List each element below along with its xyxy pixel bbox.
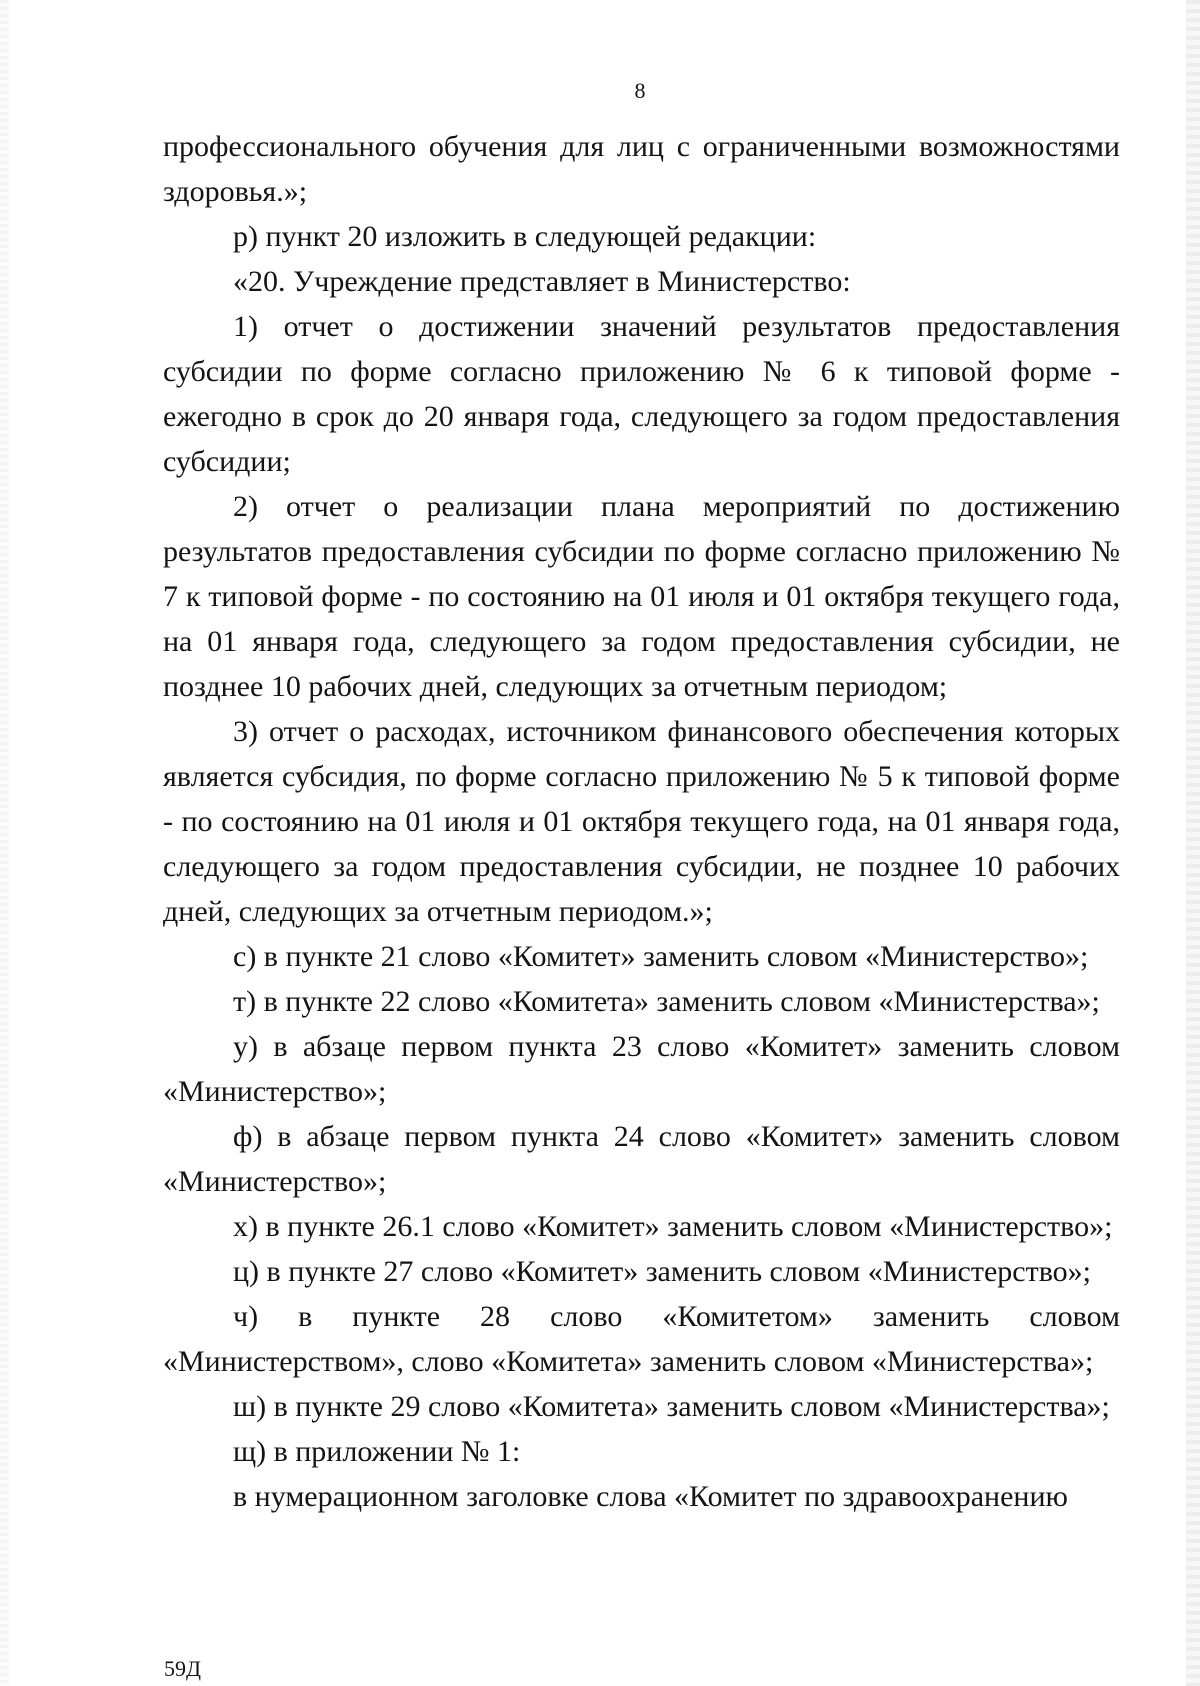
scan-edge-left (0, 0, 9, 1686)
paragraph-item-shch: щ) в приложении № 1: (233, 1435, 521, 1468)
paragraph-item-u: у) в абзаце первом пункта 23 слово «Комитет» заменить словом «Министерство»; (163, 1030, 1120, 1108)
paragraph-report-1: 1) отчет о достижении значений результатов предоставления субсидии по форме согласно приложению № 6 к типовой форме - ежегодно в срок до 20 января года, следующего за годом предоставления субсидии; (163, 310, 1120, 478)
paragraph-item-ch: ч) в пункте 28 слово «Комитетом» заменить словом «Министерством», слово «Комитета» заменить словом «Министерства»; (163, 1300, 1120, 1378)
paragraph-continuation: профессионального обучения для лиц с ограниченными возможностями здоровья.»; (163, 130, 1120, 208)
paragraph-item-sh: ш) в пункте 29 слово «Комитета» заменить словом «Министерства»; (233, 1390, 1110, 1423)
paragraph-report-2: 2) отчет о реализации плана мероприятий по достижению результатов предоставления субсидии по форме согласно приложению № 7 к типовой форме - по состоянию на 01 июля и 01 октября текущего года, на 01 января года, следующего за годом предоставления субсидии, не позднее 10 рабочих дней, следующих за отчетным периодом; (163, 490, 1120, 703)
paragraph-item-r: р) пункт 20 изложить в следующей редакции: (233, 220, 817, 253)
paragraph-heading-change: в нумерационном заголовке слова «Комитет по здравоохранению (233, 1480, 1068, 1513)
paragraph-item-f: ф) в абзаце первом пункта 24 слово «Комитет» заменить словом «Министерство»; (163, 1120, 1120, 1198)
paragraph-clause-20: «20. Учреждение представляет в Министерство: (233, 265, 851, 298)
page-number: 8 (634, 78, 646, 103)
document-code: 59Д (164, 1656, 202, 1681)
document-body (163, 124, 1120, 1519)
paragraph-item-s: с) в пункте 21 слово «Комитет» заменить словом «Министерство»; (233, 940, 1089, 973)
paragraph-item-kh: х) в пункте 26.1 слово «Комитет» заменить словом «Министерство»; (233, 1210, 1113, 1243)
paragraph-report-3: 3) отчет о расходах, источником финансового обеспечения которых является субсидия, по форме согласно приложению № 5 к типовой форме - по состоянию на 01 июля и 01 октября текущего года, на 01 января года, следующего за годом предоставления субсидии, не позднее 10 рабочих дней, следующих за отчетным периодом.»; (163, 715, 1120, 928)
paragraph-item-ts: ц) в пункте 27 слово «Комитет» заменить словом «Министерство»; (233, 1255, 1092, 1288)
scan-edge-right (1186, 0, 1200, 1686)
paragraph-item-t: т) в пункте 22 слово «Комитета» заменить словом «Министерства»; (233, 985, 1100, 1018)
